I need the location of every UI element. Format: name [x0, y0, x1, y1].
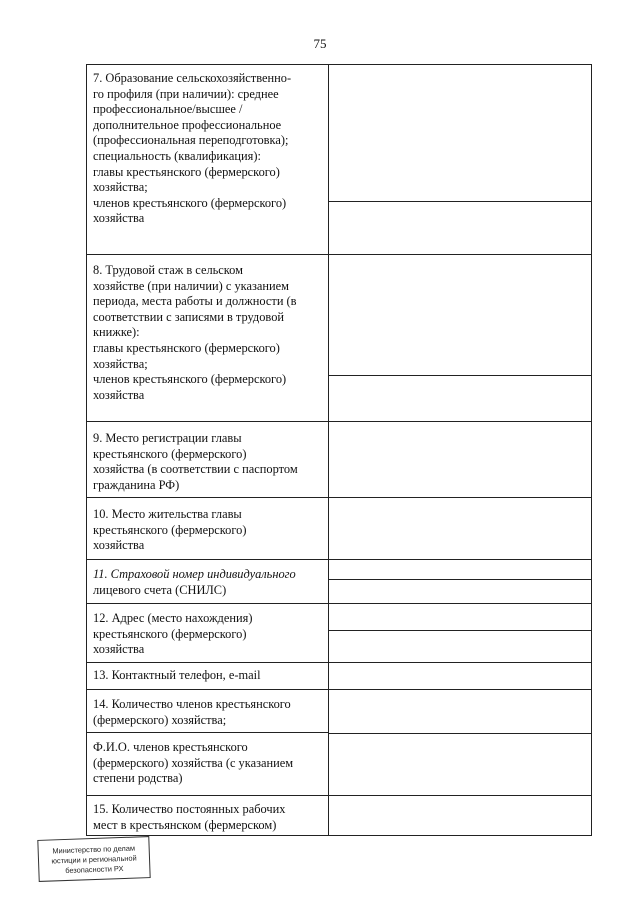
text-line: членов крестьянского (фермерского) — [93, 372, 287, 387]
question-7 — [93, 71, 327, 227]
question-12 — [93, 611, 327, 658]
ministry-stamp — [37, 836, 150, 882]
text-line: профессиональное/высшее / — [93, 102, 243, 117]
row-divider — [87, 497, 591, 498]
stamp-line: Министерство по делам — [52, 843, 136, 856]
text-line: хозяйства — [93, 642, 145, 657]
text-line: Ф.И.О. членов крестьянского — [93, 740, 248, 754]
text-line: специальность (квалификация): — [93, 148, 261, 163]
text-line: книжке): — [93, 325, 140, 340]
text-line: (фермерского) хозяйства (с указанием — [93, 755, 294, 770]
answer-subdivider — [328, 733, 591, 734]
row-divider — [87, 603, 591, 604]
form-table — [86, 64, 592, 836]
text-line: лицевого счета (СНИЛС) — [93, 582, 227, 597]
question-11 — [93, 567, 327, 598]
text-line: 15. Количество постоянных рабочих — [93, 802, 286, 816]
answer-subdivider — [328, 579, 591, 580]
text-line: мест в крестьянском (фермерском) — [93, 817, 277, 832]
row-divider — [87, 795, 591, 796]
text-line: 8. Трудовой стаж в сельском — [93, 263, 243, 277]
stamp-line: юстиции и региональной — [51, 853, 137, 866]
text-line: хозяйства — [93, 538, 145, 553]
text-line: 11. Страховой номер индивидуального — [93, 567, 296, 581]
text-line: хозяйства; — [93, 180, 148, 195]
row-divider — [87, 559, 591, 560]
text-line: го профиля (при наличии): среднее — [93, 86, 279, 101]
row-divider — [87, 689, 591, 690]
text-line: крестьянского (фермерского) — [93, 626, 247, 641]
text-line: соответствии с записями в трудовой — [93, 309, 285, 324]
text-line: главы крестьянского (фермерского) — [93, 340, 280, 355]
text-line: 10. Место жительства главы — [93, 507, 242, 521]
question-15 — [93, 802, 327, 833]
text-line: крестьянского (фермерского) — [93, 446, 247, 461]
text-line: дополнительное профессиональное — [93, 117, 282, 132]
text-line: (фермерского) хозяйства; — [93, 712, 227, 727]
text-line: хозяйстве (при наличии) с указанием — [93, 278, 290, 293]
text-line: хозяйства; — [93, 356, 148, 371]
text-line: 13. Контактный телефон, e-mail — [93, 668, 261, 682]
page-number: 75 — [313, 36, 327, 51]
text-line: 12. Адрес (место нахождения) — [93, 611, 253, 625]
text-line: членов крестьянского (фермерского) — [93, 195, 287, 210]
column-divider — [328, 65, 329, 835]
answer-subdivider — [328, 630, 591, 631]
text-line: периода, места работы и должности (в — [93, 294, 297, 309]
question-subdivider — [87, 732, 328, 733]
row-divider — [87, 421, 591, 422]
question-14 — [93, 697, 327, 728]
text-line: хозяйства (в соответствии с паспортом — [93, 462, 298, 477]
text-line: хозяйства — [93, 387, 145, 402]
question-13 — [93, 668, 327, 684]
text-line: хозяйства — [93, 211, 145, 226]
row-divider — [87, 254, 591, 255]
answer-subdivider — [328, 201, 591, 202]
text-line: крестьянского (фермерского) — [93, 522, 247, 537]
text-line: степени родства) — [93, 771, 183, 786]
text-line: 14. Количество членов крестьянского — [93, 697, 291, 711]
text-line: гражданина РФ) — [93, 477, 180, 492]
question-9 — [93, 431, 327, 493]
question-8 — [93, 263, 327, 403]
text-line: (профессиональная переподготовка); — [93, 133, 289, 148]
answer-subdivider — [328, 375, 591, 376]
text-line: 7. Образование сельскохозяйственно- — [93, 71, 292, 85]
row-divider — [87, 662, 591, 663]
text-line: главы крестьянского (фермерского) — [93, 164, 280, 179]
question-14-members — [93, 740, 327, 787]
text-line: 9. Место регистрации главы — [93, 431, 242, 445]
stamp-line: безопасности РХ — [65, 863, 124, 876]
question-10 — [93, 507, 327, 554]
